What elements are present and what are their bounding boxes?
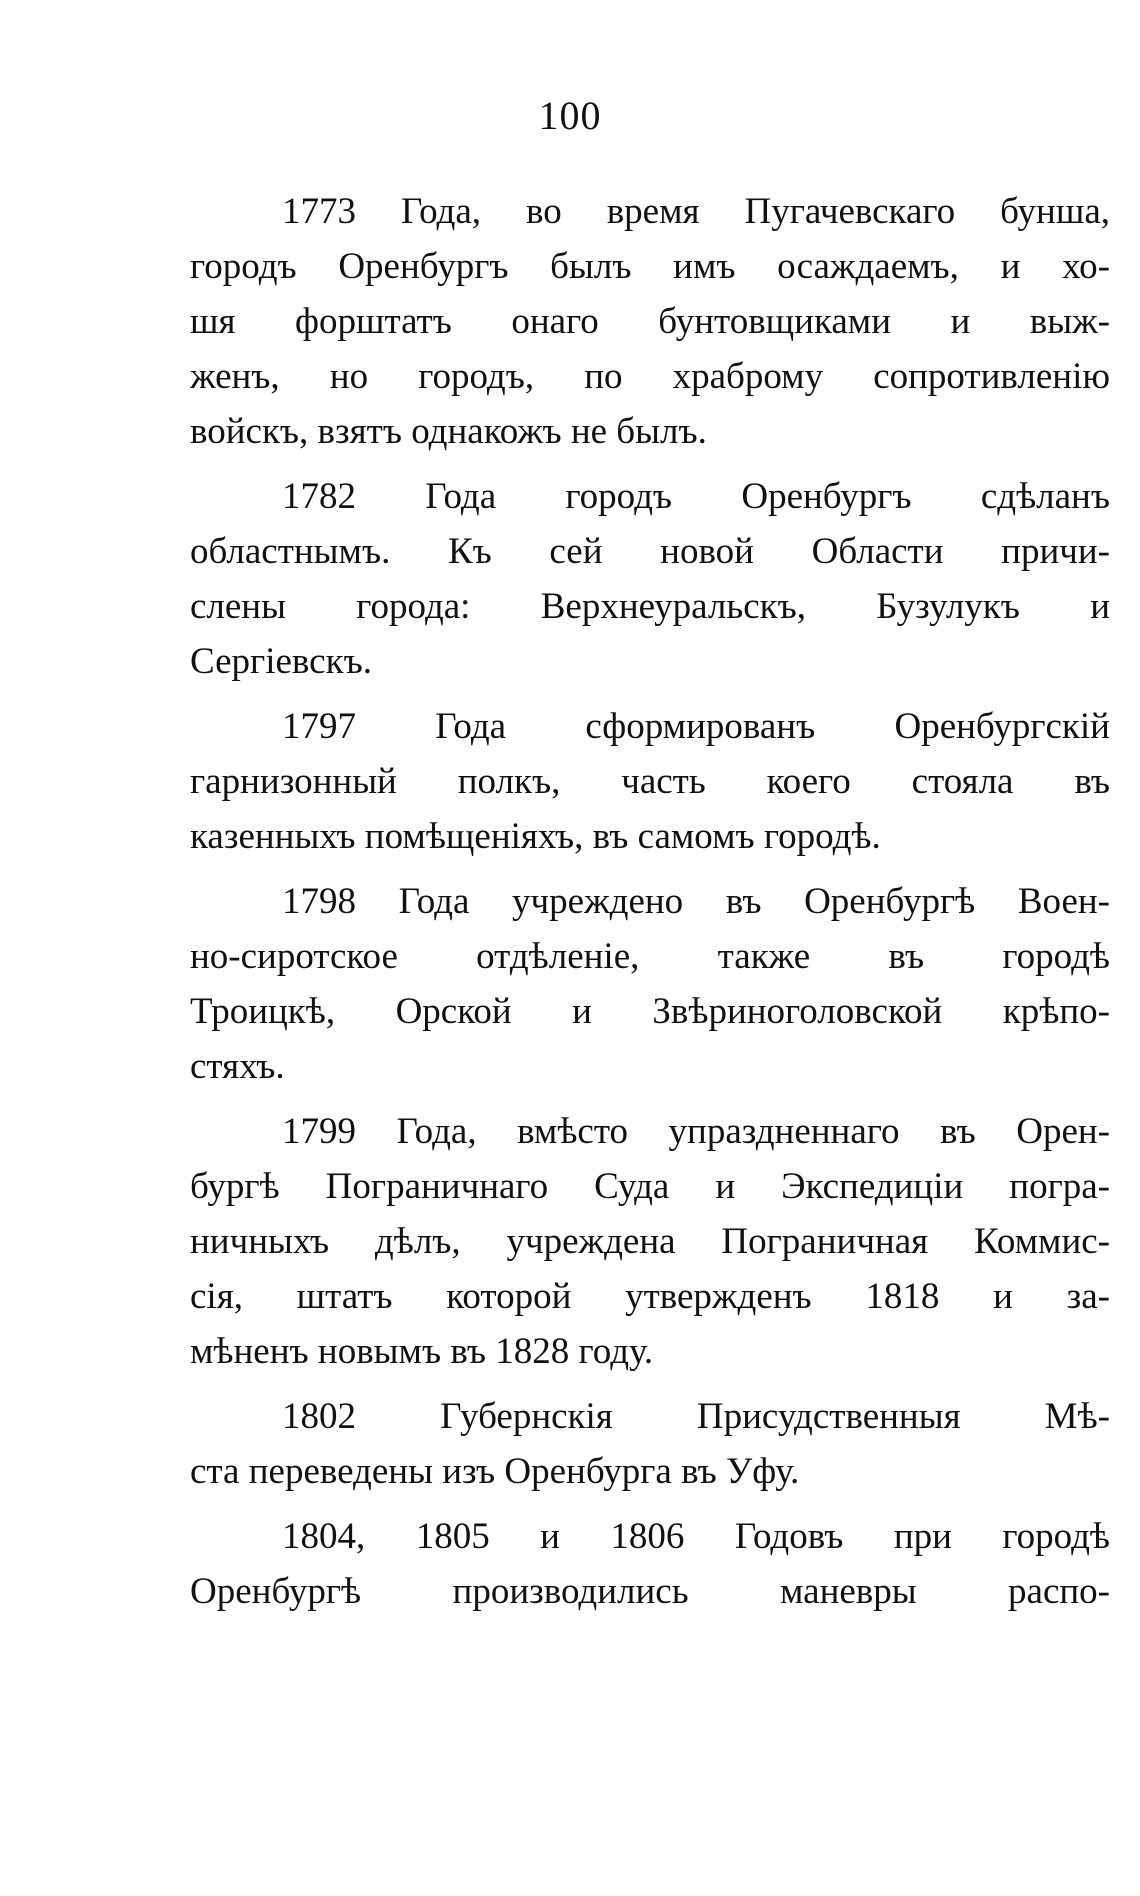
text-line: шя форштатъ онаго бунтовщиками и выж- [190,301,1110,342]
text-line: 1804, 1805 и 1806 Годовъ при городѣ [282,1516,1110,1557]
text-line: стяхъ. [190,1046,285,1087]
text-line: сія, штатъ которой утвержденъ 1818 и за- [190,1276,1110,1317]
text-line: 1799 Года, вмѣсто упраздненнаго въ Орен- [282,1111,1110,1152]
text-line: 1782 Года городъ Оренбургъ сдѣланъ [282,476,1110,517]
text-line: ничныхъ дѣлъ, учреждена Пограничная Коммис- [190,1221,1110,1262]
paragraph-1797 [190,699,1110,864]
paragraph-1802 [190,1389,1110,1499]
paragraph-1804 [190,1509,1110,1619]
text-line: 1773 Года, во время Пугачевскаго бунша, [282,191,1110,232]
text-line: Оренбургѣ производились маневры распо- [190,1571,1110,1612]
text-line: Сергіевскъ. [190,641,372,682]
text-line: но-сиротское отдѣленіе, также въ городѣ [190,936,1110,977]
page-number: 100 [538,93,602,138]
text-line: 1802 Губернскія Присудственныя Мѣ- [282,1396,1110,1437]
body-text [190,184,1110,1619]
text-line: бургѣ Пограничнаго Суда и Экспедиціи погра- [190,1166,1110,1207]
text-line: Троицкѣ, Орской и Звѣриноголовской крѣпо- [190,991,1110,1032]
paragraph-1798 [190,874,1110,1094]
text-line: войскъ, взятъ однакожъ не былъ. [190,411,707,452]
text-line: областнымъ. Къ сей новой Области причи- [190,531,1110,572]
text-line: слены города: Верхнеуральскъ, Бузулукъ и [190,586,1110,627]
text-line: женъ, но городъ, по храброму сопротивленію [190,356,1110,397]
paragraph-1782 [190,469,1110,689]
paragraph-1773 [190,184,1110,459]
text-line: городъ Оренбургъ былъ имъ осаждаемъ, и хо- [190,246,1110,287]
text-line: ста переведены изъ Оренбурга въ Уфу. [190,1451,800,1492]
text-line: 1798 Года учреждено въ Оренбургѣ Воен- [282,881,1110,922]
text-line: казенныхъ помѣщеніяхъ, въ самомъ городѣ. [190,816,881,857]
text-line: гарнизонный полкъ, часть коего стояла въ [190,761,1110,802]
text-line: 1797 Года сформированъ Оренбургскій [282,706,1110,747]
text-line: мѣненъ новымъ въ 1828 году. [190,1331,654,1372]
paragraph-1799 [190,1104,1110,1379]
